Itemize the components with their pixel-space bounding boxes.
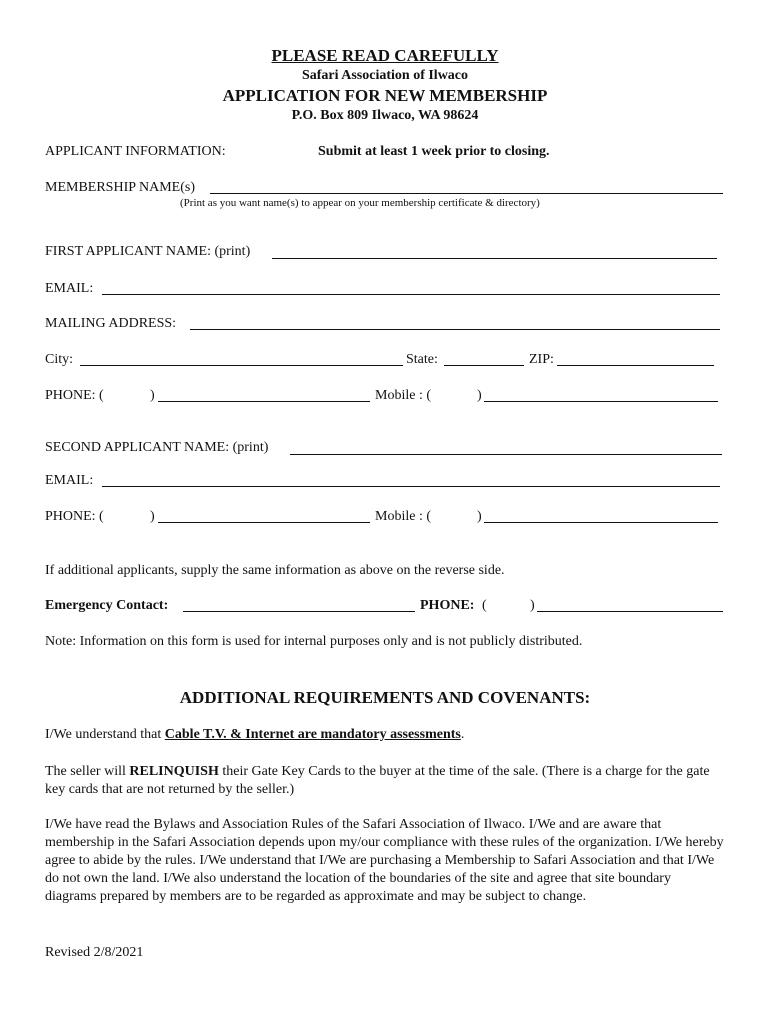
- emergency-phone-paren-open: (: [482, 598, 487, 613]
- first-phone-field[interactable]: [158, 401, 370, 402]
- mandatory-assessments-text: Cable T.V. & Internet are mandatory assessments: [164, 727, 461, 742]
- first-applicant-email-label: EMAIL:: [45, 281, 94, 296]
- first-phone-label: PHONE: (: [45, 388, 104, 403]
- cable-internet-intro: I/We understand that: [45, 727, 165, 742]
- emergency-phone-field[interactable]: [537, 611, 723, 612]
- emergency-phone-label: PHONE:: [420, 598, 475, 613]
- gate-key-intro: The seller will: [45, 764, 130, 779]
- zip-field[interactable]: [557, 365, 714, 366]
- mailing-address-field[interactable]: [190, 329, 720, 330]
- requirements-heading: ADDITIONAL REQUIREMENTS AND COVENANTS:: [179, 688, 591, 707]
- bylaws-paragraph: I/We have read the Bylaws and Association Rules of the Safari Association of Ilwaco. I/We and are aware that membership in the Safari Association depends upon my/our compliance with these rules of the organization. I/We hereby agree to abide by the rules. I/We understand that I/We are purchasing a Membership to Safari Association and that I/We do not own the land. I/We also understand the location of the boundaries of the site and agree that site boundary diagrams prepared by members are to be regarded as approximate and may be subject to change.: [45, 817, 724, 904]
- membership-name-field[interactable]: [210, 193, 723, 194]
- revised-date: Revised 2/8/2021: [45, 945, 144, 960]
- first-phone-paren-close: ): [150, 388, 155, 403]
- mailing-address-label: MAILING ADDRESS:: [45, 316, 177, 331]
- first-mobile-label: Mobile : (: [375, 388, 431, 403]
- first-mobile-field[interactable]: [484, 401, 718, 402]
- applicant-info-label: APPLICANT INFORMATION:: [45, 144, 226, 159]
- second-applicant-name-label: SECOND APPLICANT NAME: (print): [45, 440, 269, 455]
- state-label: State:: [406, 352, 438, 367]
- submission-deadline-note: Submit at least 1 week prior to closing.: [318, 144, 550, 159]
- second-mobile-paren-close: ): [477, 509, 482, 524]
- first-applicant-name-field[interactable]: [272, 258, 717, 259]
- cable-internet-period: .: [460, 727, 465, 742]
- second-mobile-label: Mobile : (: [375, 509, 431, 524]
- additional-applicants-note: If additional applicants, supply the same information as above on the reverse side.: [45, 563, 505, 578]
- membership-name-hint: (Print as you want name(s) to appear on your membership certificate & directory): [180, 197, 540, 209]
- second-applicant-name-field[interactable]: [290, 454, 722, 455]
- city-label: City:: [45, 352, 74, 367]
- cable-internet-paragraph: [45, 726, 725, 744]
- second-mobile-field[interactable]: [484, 522, 718, 523]
- mailing-address-header: P.O. Box 809 Ilwaco, WA 98624: [291, 108, 479, 123]
- form-title: APPLICATION FOR NEW MEMBERSHIP: [222, 86, 548, 105]
- relinquish-text: RELINQUISH: [129, 764, 219, 779]
- city-field[interactable]: [80, 365, 403, 366]
- state-field[interactable]: [444, 365, 524, 366]
- privacy-note: Note: Information on this form is used for internal purposes only and is not publicly distributed.: [45, 634, 583, 649]
- zip-label: ZIP:: [529, 352, 554, 367]
- organization-name: Safari Association of Ilwaco: [301, 68, 469, 83]
- second-applicant-email-label: EMAIL:: [45, 473, 94, 488]
- membership-name-label: MEMBERSHIP NAME(s): [45, 180, 195, 195]
- second-phone-field[interactable]: [158, 522, 370, 523]
- gate-key-rest: their Gate Key Cards to the buyer at the time of the sale. (There is a charge for the gate key cards that are not returned by the seller.): [45, 764, 710, 797]
- emergency-contact-label: Emergency Contact:: [45, 598, 169, 613]
- emergency-phone-paren-close: ): [530, 598, 535, 613]
- second-applicant-email-field[interactable]: [102, 486, 720, 487]
- page-title: PLEASE READ CAREFULLY: [271, 46, 499, 65]
- first-applicant-email-field[interactable]: [102, 294, 720, 295]
- second-phone-label: PHONE: (: [45, 509, 104, 524]
- second-phone-paren-close: ): [150, 509, 155, 524]
- gate-key-paragraph: [45, 763, 725, 799]
- first-applicant-name-label: FIRST APPLICANT NAME: (print): [45, 244, 251, 259]
- first-mobile-paren-close: ): [477, 388, 482, 403]
- emergency-contact-field[interactable]: [183, 611, 415, 612]
